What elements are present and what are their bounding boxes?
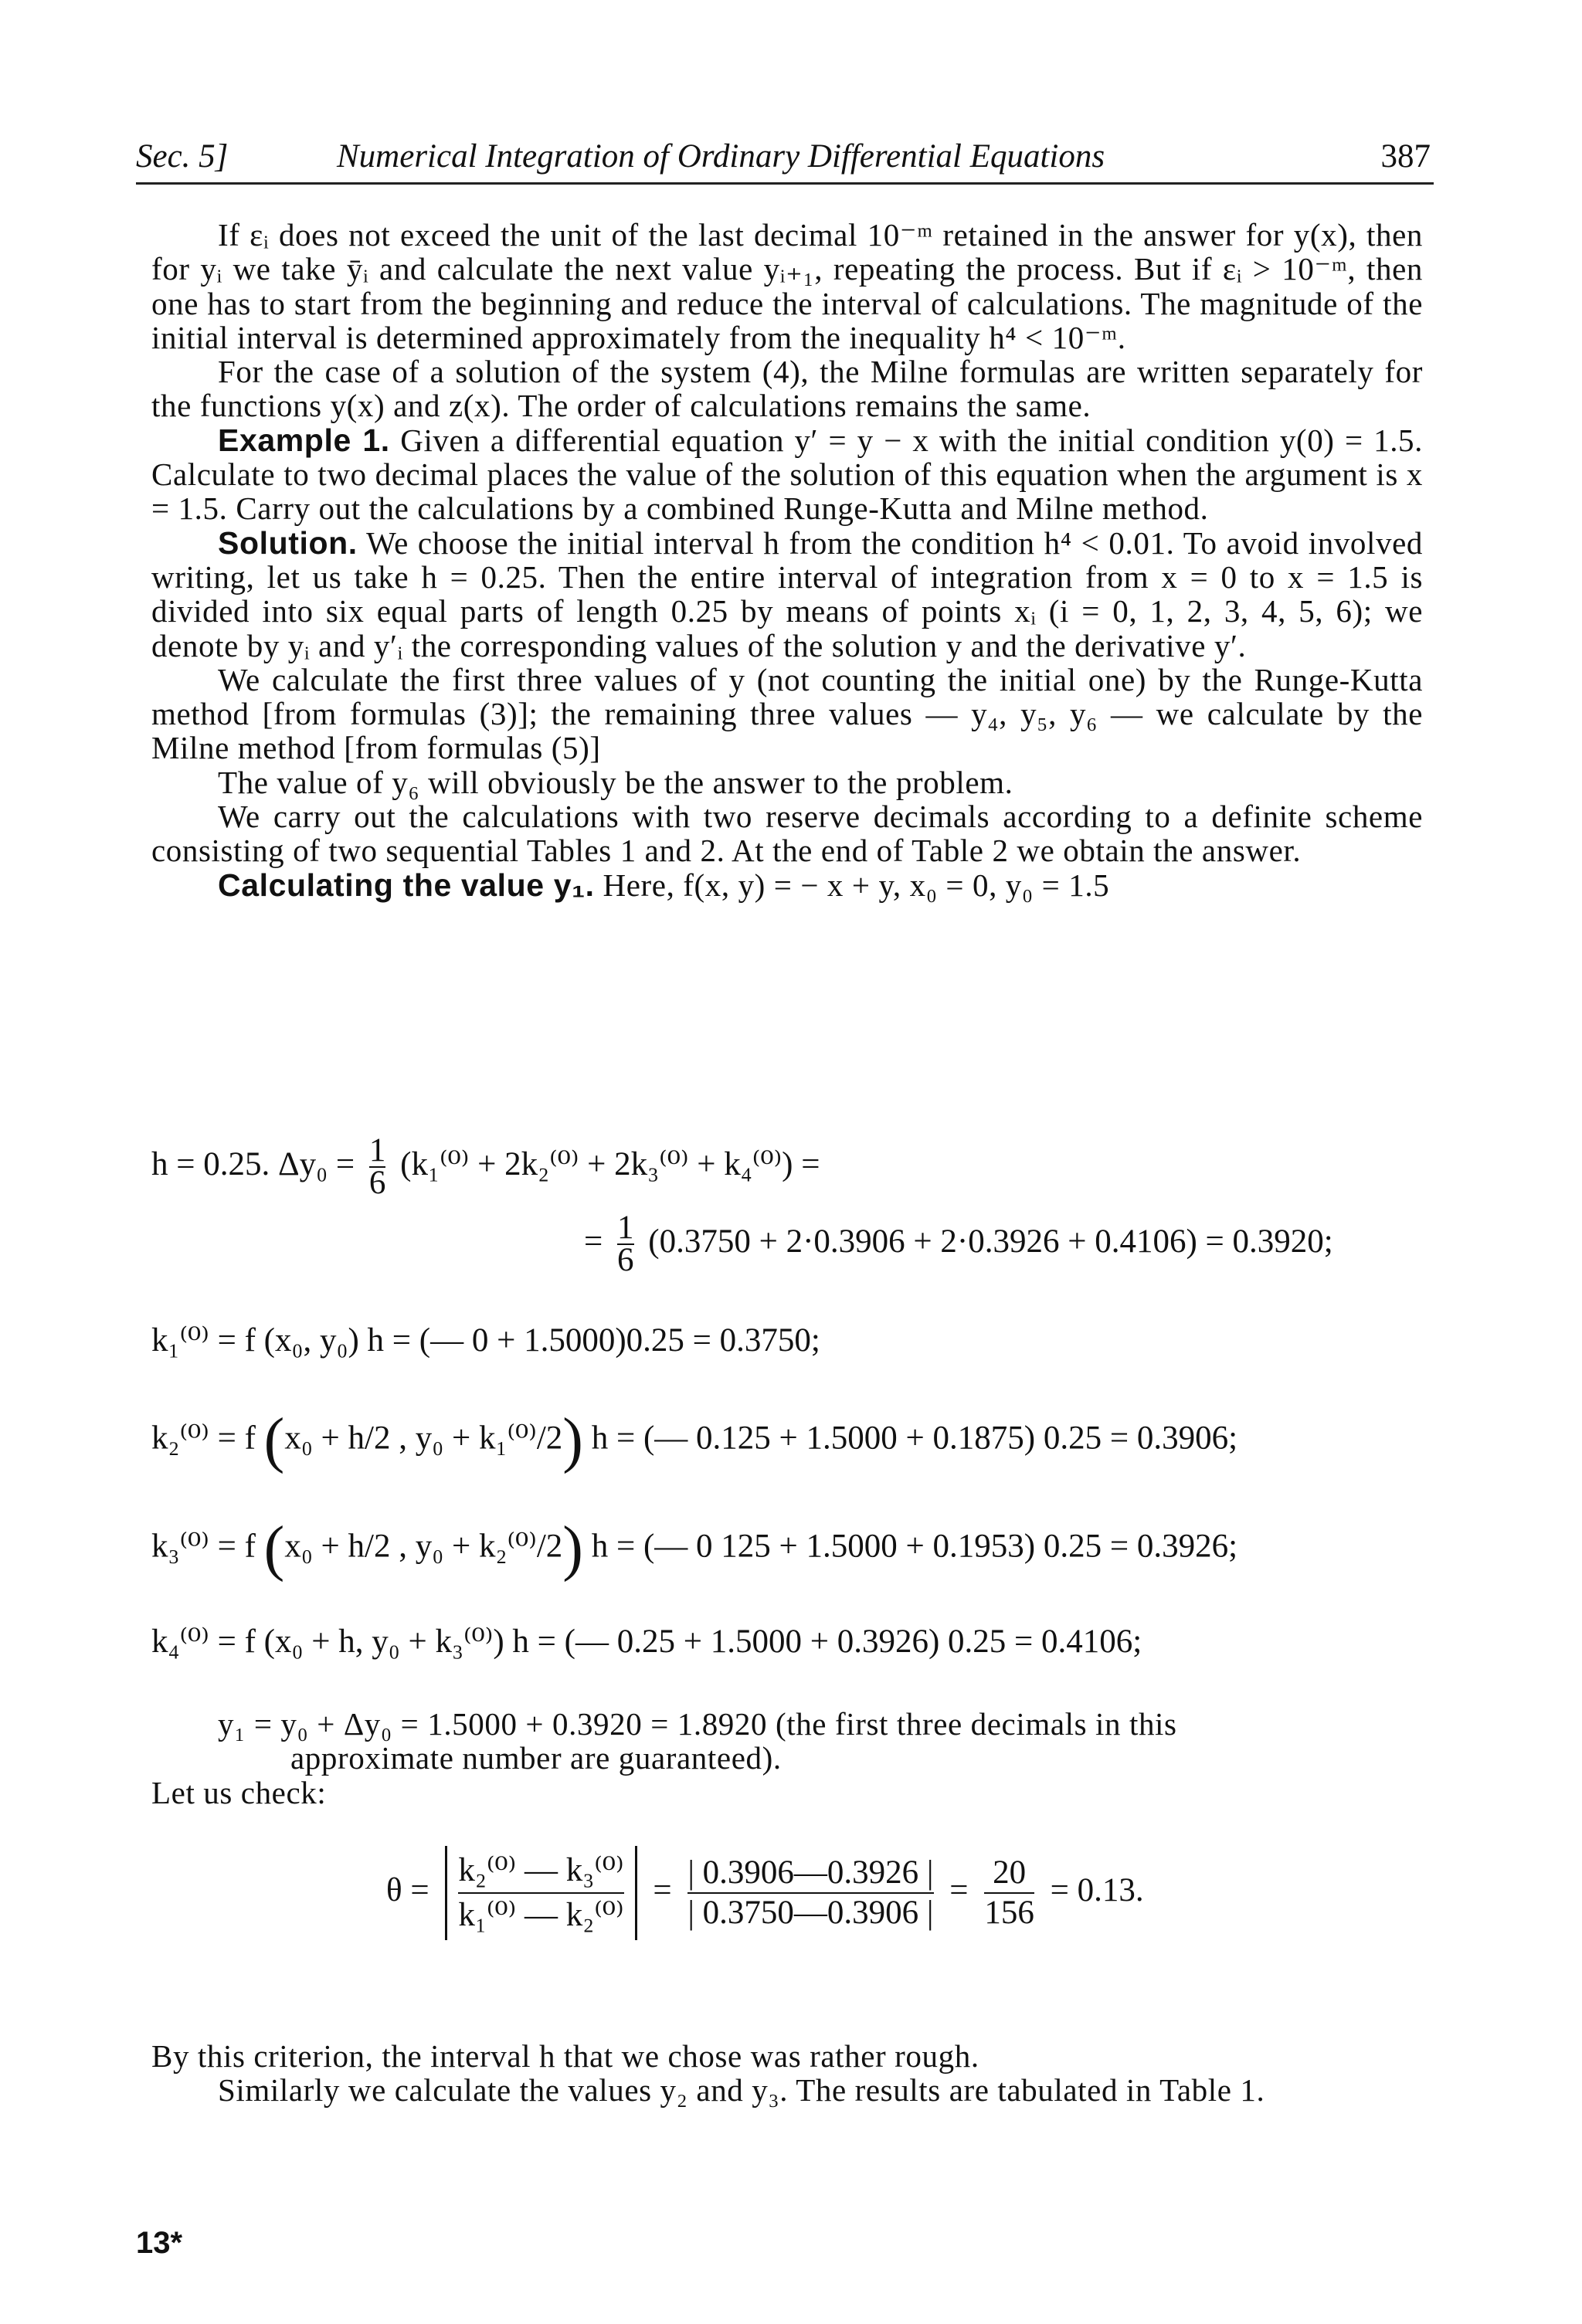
solution-paragraph — [151, 526, 1423, 663]
k2-equation — [151, 1406, 1237, 1476]
delta-value-equation — [584, 1209, 1333, 1278]
closing-text — [151, 2039, 1423, 2108]
section-label: Sec. 5] — [136, 138, 229, 175]
fraction-one-sixth — [368, 1132, 386, 1201]
solution-label: Solution. — [218, 524, 358, 561]
k2-lhs: k₂⁽⁰⁾ = f — [151, 1420, 256, 1457]
delta-eq-sign: = — [584, 1223, 603, 1260]
header-rule — [136, 182, 1434, 185]
k3-args: x₀ + h/2 , y₀ + k₂⁽⁰⁾/2 — [284, 1528, 563, 1565]
example-text: Given a differential equation y′ = y − x with the initial condition y(0) = 1.5. Calculate to two decimal places the value of the solution of this equation when the argument is x = 1.5. Carry out the calculations by a combined Runge-Kutta and Milne method. — [151, 422, 1424, 527]
body-text — [151, 218, 1423, 902]
k3-lhs: k₃⁽⁰⁾ = f — [151, 1528, 256, 1565]
eq-sign-2: = — [949, 1871, 969, 1908]
theta-denominator-3: 156 — [984, 1895, 1034, 1931]
theta-lhs: θ = — [386, 1871, 429, 1908]
result-block — [151, 1707, 1423, 1810]
solution-text-1: We choose the initial interval h from the condition h⁴ < 0.01. To avoid involved writing, let us take h = 0.25. Then the entire interval of integration from x = 0 to x = 1.5 is divided into six equal parts of length 0.25 by means of points xᵢ (i = 0, 1, 2, 3, 4, 5, 6); we denote by yᵢ and y′ᵢ the corresponding values of the solution y and the derivative y′. — [151, 524, 1424, 663]
paragraph-2: For the case of a solution of the system (4), the Milne formulas are written separately for the functions y(x) and z(x). The order of calculations remains the same. — [151, 354, 1423, 424]
k3-equation — [151, 1514, 1237, 1584]
delta-rhs: (k₁⁽⁰⁾ + 2k₂⁽⁰⁾ + 2k₃⁽⁰⁾ + k₄⁽⁰⁾) = — [400, 1145, 820, 1182]
example-label: Example 1. — [218, 422, 390, 458]
example-paragraph — [151, 423, 1423, 526]
solution-paragraph-3: The value of y₆ will obviously be the answer to the problem. — [218, 764, 1013, 800]
theta-denominator: k₁⁽⁰⁾ — k₂⁽⁰⁾ — [458, 1897, 624, 1933]
y1-result-cont: approximate number are guaranteed). — [290, 1740, 782, 1776]
paren-close-2: ) — [562, 1515, 583, 1583]
frac-denominator-2: 6 — [617, 1242, 634, 1278]
theta-equation — [386, 1846, 1144, 1940]
theta-denominator-2: | 0.3750—0.3906 | — [687, 1895, 934, 1931]
calc-heading — [151, 868, 1423, 902]
closing-line-2: Similarly we calculate the values y₂ and y₃. The results are tabulated in Table 1. — [218, 2072, 1265, 2109]
theta-numerator-3: 20 — [984, 1854, 1034, 1894]
k3-rhs: h = (— 0 125 + 1.5000 + 0.1953) 0.25 = 0.3926; — [591, 1528, 1238, 1565]
closing-line-1: By this criterion, the interval h that we chose was rather rough. — [151, 2038, 979, 2074]
theta-numerator: k₂⁽⁰⁾ — k₃⁽⁰⁾ — [458, 1849, 623, 1894]
calc-heading-label: Calculating the value y₁. — [218, 867, 595, 903]
theta-abs-fraction — [445, 1846, 637, 1940]
k4-equation: k₄⁽⁰⁾ = f (x₀ + h, y₀ + k₃⁽⁰⁾) h = (— 0.25 + 1.5000 + 0.3926) 0.25 = 0.4106; — [151, 1623, 1142, 1660]
k2-rhs: h = (— 0.125 + 1.5000 + 0.1875) 0.25 = 0.3906; — [591, 1420, 1238, 1457]
paren-close: ) — [562, 1406, 583, 1474]
page-number: 387 — [1380, 138, 1431, 175]
fraction-one-sixth-2 — [617, 1209, 634, 1278]
paren-open-2: ( — [263, 1515, 285, 1583]
paren-open: ( — [263, 1406, 285, 1474]
frac-numerator: 1 — [368, 1132, 386, 1169]
check-label: Let us check: — [151, 1774, 327, 1810]
solution-paragraph-2: We calculate the first three values of y (not counting the initial one) by the Runge-Kutta method [from formulas (3)]; the remaining three values — y₄, y₅, y₆ — we calculate by the Milne method [from formulas (5)] — [151, 661, 1423, 766]
running-title: Numerical Integration of Ordinary Differential Equations — [337, 138, 1105, 175]
theta-value: = 0.13. — [1050, 1871, 1144, 1908]
theta-fraction-2 — [687, 1854, 933, 1932]
theta-numerator-2: | 0.3906—0.3926 | — [687, 1854, 933, 1894]
paragraph-1: If εᵢ does not exceed the unit of the last decimal 10⁻ᵐ retained in the answer for y(x), then for yᵢ we take ȳᵢ and calculate the next value yᵢ₊₁, repeating the process. But if εᵢ > 10⁻ᵐ, then one has to start from the beginning and reduce the interval of calculations. The magnitude of the initial interval is determined approximately from the inequality h⁴ < 10⁻ᵐ. — [151, 217, 1423, 355]
delta-lhs: h = 0.25. Δy₀ = — [151, 1145, 355, 1182]
delta-value: (0.3750 + 2·0.3906 + 2·0.3926 + 0.4106) = 0.3920; — [648, 1223, 1333, 1260]
signature-mark: 13* — [136, 2226, 183, 2260]
solution-paragraph-4: We carry out the calculations with two reserve decimals according to a definite scheme consisting of two sequential Tables 1 and 2. At the end of Table 2 we obtain the answer. — [151, 799, 1423, 869]
k2-args: x₀ + h/2 , y₀ + k₁⁽⁰⁾/2 — [284, 1420, 563, 1457]
k1-equation: k₁⁽⁰⁾ = f (x₀, y₀) h = (— 0 + 1.5000)0.25 = 0.3750; — [151, 1322, 820, 1359]
calc-heading-text: Here, f(x, y) = − x + y, x₀ = 0, y₀ = 1.5 — [603, 867, 1110, 903]
y1-result: y₁ = y₀ + Δy₀ = 1.5000 + 0.3920 = 1.8920 (the first three decimals in this — [218, 1706, 1177, 1742]
delta-equation — [151, 1132, 820, 1201]
eq-sign-1: = — [653, 1871, 672, 1908]
frac-denominator: 6 — [368, 1165, 386, 1201]
frac-numerator-2: 1 — [617, 1209, 634, 1246]
running-header — [136, 131, 1434, 182]
theta-fraction-3 — [984, 1854, 1034, 1932]
